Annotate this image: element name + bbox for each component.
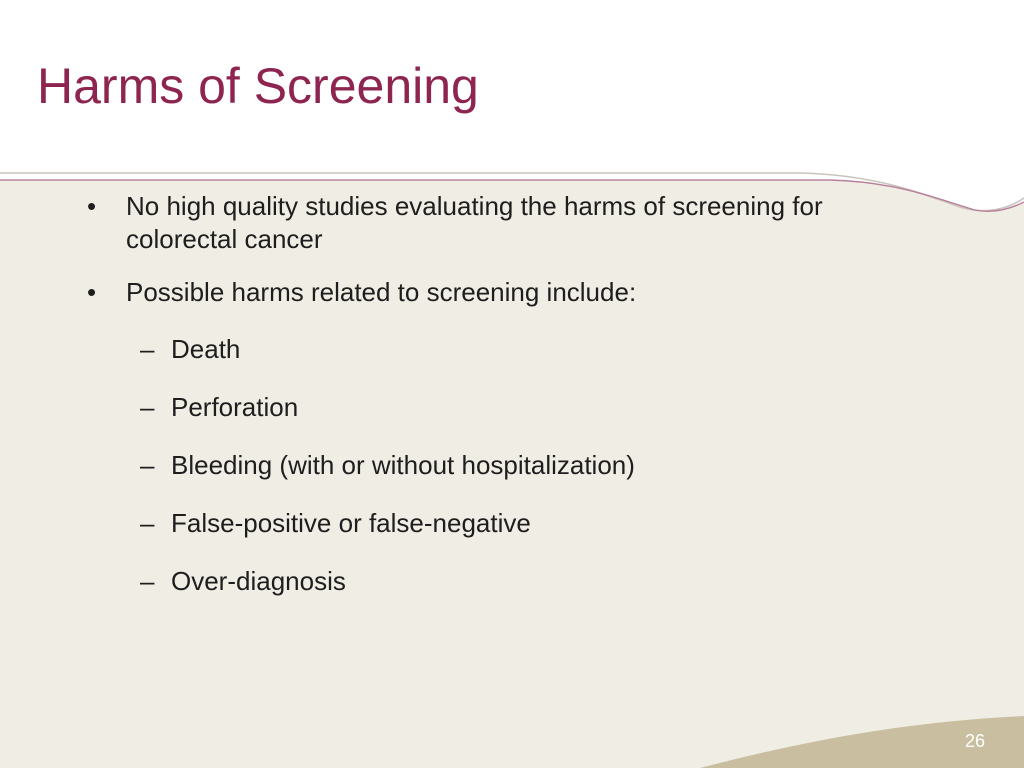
bullet-text: No high quality studies evaluating the harms of screening for colorectal cancer bbox=[126, 191, 823, 254]
sub-bullet-text: Death bbox=[171, 334, 241, 364]
sub-bullet-text: Bleeding (with or without hospitalization) bbox=[171, 450, 635, 480]
sub-bullet-text: Perforation bbox=[171, 392, 299, 422]
bullet-marker: • bbox=[87, 191, 97, 221]
sub-bullet-marker: – bbox=[140, 334, 155, 364]
page-number: 26 bbox=[964, 731, 986, 751]
bullet-marker: • bbox=[87, 277, 97, 307]
sub-bullet-text: Over-diagnosis bbox=[171, 566, 346, 596]
sub-bullet-text: False-positive or false-negative bbox=[171, 508, 531, 538]
sub-bullet-marker: – bbox=[140, 392, 155, 422]
bullet-text: Possible harms related to screening include: bbox=[126, 277, 637, 307]
sub-bullet-marker: – bbox=[140, 508, 155, 538]
sub-bullet-marker: – bbox=[140, 566, 155, 596]
slide-title: Harms of Screening bbox=[37, 58, 479, 114]
sub-bullet-marker: – bbox=[140, 450, 155, 480]
